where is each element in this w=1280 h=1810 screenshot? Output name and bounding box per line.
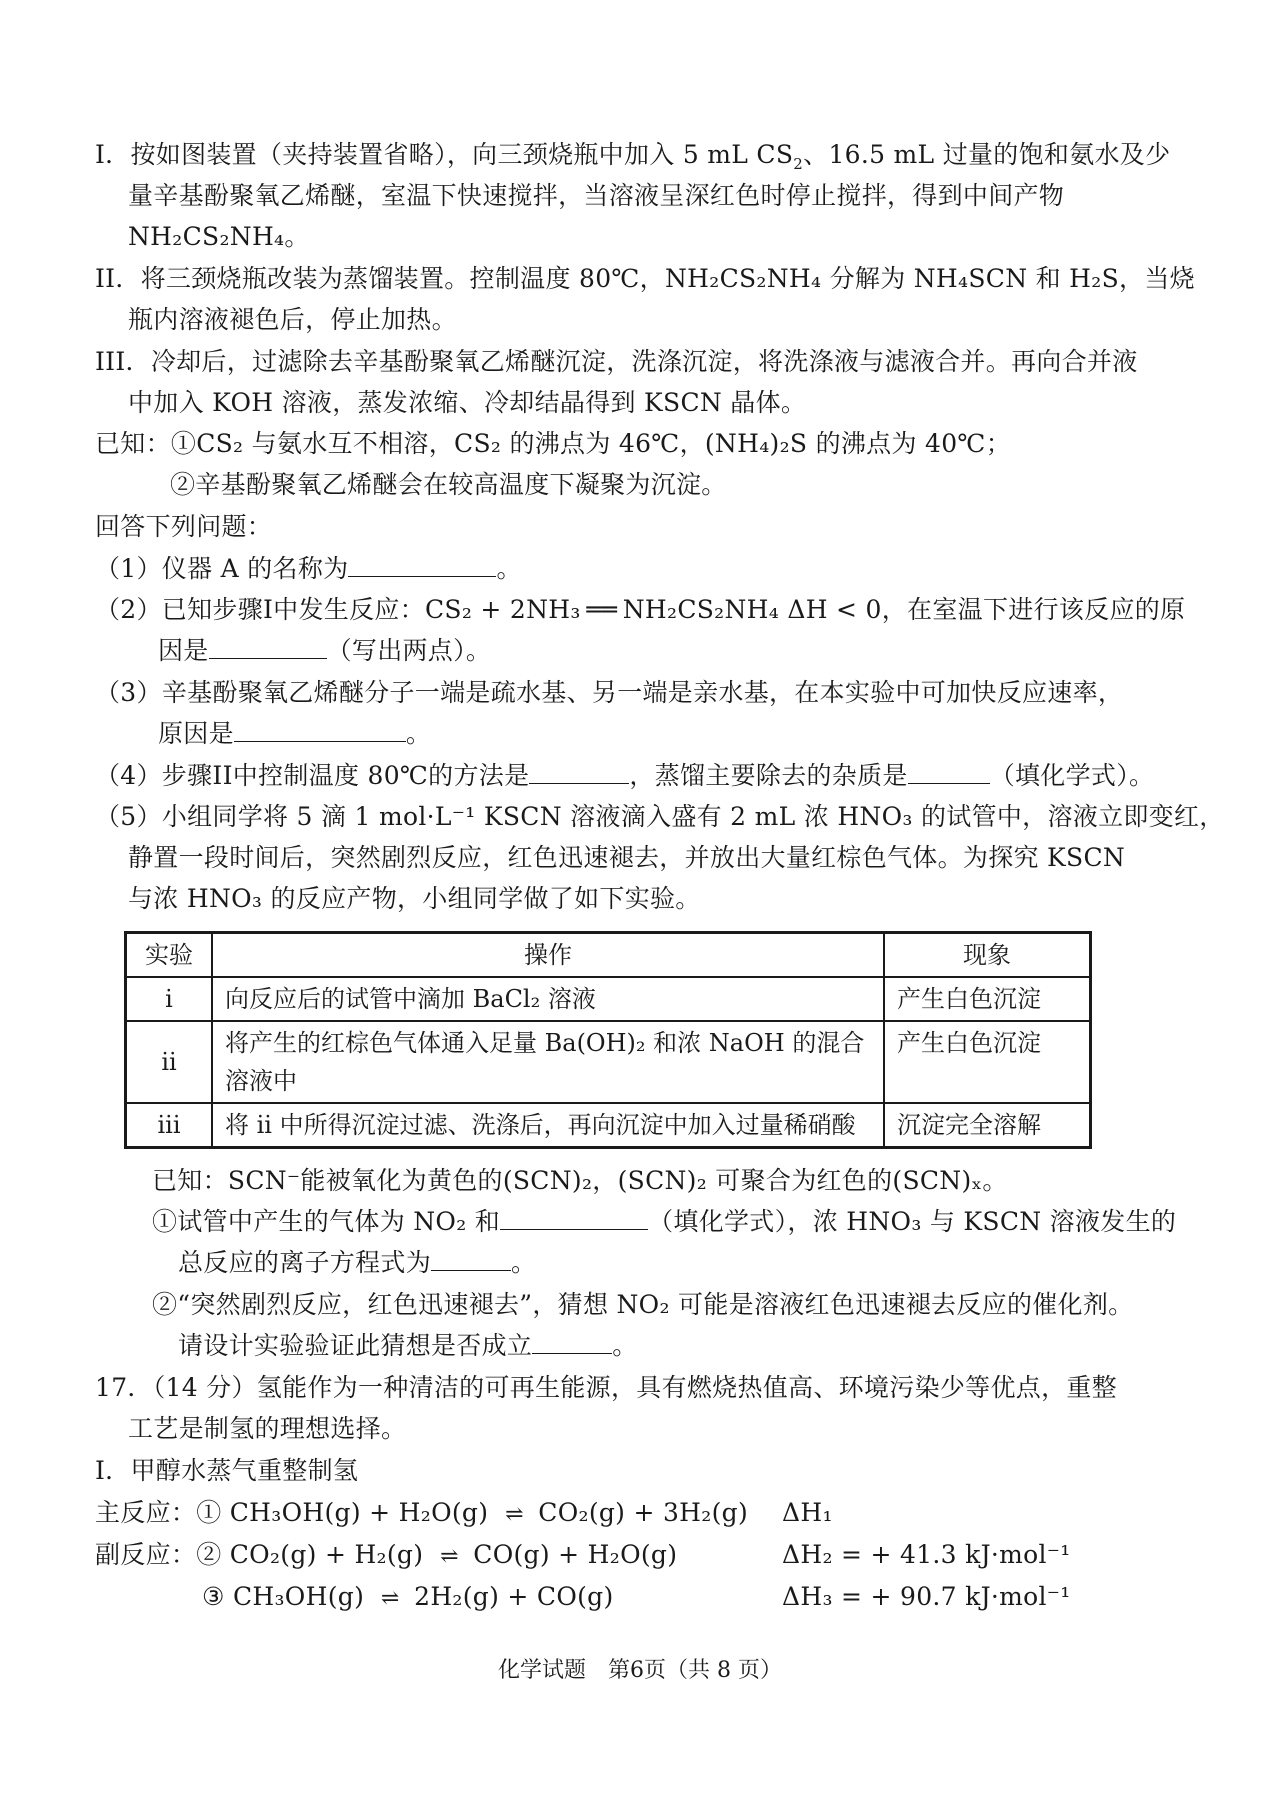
table-cell: 产生白色沉淀: [884, 977, 1091, 1021]
reversible-arrow-icon: ⇌: [380, 1586, 398, 1611]
question-3-line2: 原因是 。: [158, 719, 432, 748]
answer-blank[interactable]: [529, 759, 629, 784]
table-row: [126, 1103, 1091, 1148]
question-5-line3: 与浓 HNO₃ 的反应产物，小组同学做了如下实验。: [128, 884, 701, 913]
question-17-line2: 工艺是制氢的理想选择。: [128, 1414, 407, 1443]
enthalpy-2: ΔH₂ = + 41.3 kJ·mol⁻¹: [782, 1540, 1071, 1569]
question-2-line1: （2）已知步骤I中发生反应：CS₂ + 2NH₃ ══ NH₂CS₂NH₄ ΔH < 0，在室温下进行该反应的原: [95, 593, 1185, 627]
table-cell: i: [126, 977, 213, 1021]
table-cell: 向反应后的试管中滴加 BaCl₂ 溶液: [212, 977, 884, 1021]
answer-blank[interactable]: [234, 717, 406, 742]
subquestion-1-line1: ①试管中产生的气体为 NO₂ 和 （填化学式），浓 HNO₃ 与 KSCN 溶液发生的: [152, 1207, 1177, 1236]
table-cell: 将产生的红棕色气体通入足量 Ba(OH)₂ 和浓 NaOH 的混合溶液中: [212, 1021, 884, 1103]
answer-blank[interactable]: [532, 1329, 612, 1354]
question-5-line2: 静置一段时间后，突然剧烈反应，红色迅速褪去，并放出大量红棕色气体。为探究 KSCN: [128, 843, 1126, 872]
main-reaction: 主反应：① CH₃OH(g) + H₂O(g) ⇌ CO₂(g) + 3H₂(g): [95, 1496, 748, 1532]
subquestion-2-line2: 请设计实验验证此猜想是否成立 。: [178, 1331, 638, 1360]
answer-blank[interactable]: [908, 759, 990, 784]
question-4: （4）步骤II中控制温度 80℃的方法是 ，蒸馏主要除去的杂质是 （填化学式）。: [95, 761, 1155, 790]
experiment-table: [124, 931, 1092, 1149]
equals-sign: ══: [586, 595, 618, 624]
table-cell: iii: [126, 1103, 213, 1148]
step3-line1: III．冷却后，过滤除去辛基酚聚氧乙烯醚沉淀，洗涤沉淀，将洗涤液与滤液合并。再向合并液: [95, 347, 1138, 376]
reversible-arrow-icon: ⇌: [440, 1544, 457, 1569]
page-footer: 化学试题 第6页（共 8 页）: [498, 1658, 782, 1683]
question-1: （1）仪器 A 的名称为 。: [95, 554, 522, 583]
enthalpy-1: ΔH₁: [782, 1498, 833, 1527]
question-17-line1: 17．（14 分）氢能作为一种清洁的可再生能源，具有燃烧热值高、环境污染少等优点，重整: [95, 1373, 1117, 1402]
answer-blank[interactable]: [209, 634, 327, 659]
question-3-line1: （3）辛基酚聚氧乙烯醚分子一端是疏水基、另一端是亲水基，在本实验中可加快反应速率，: [95, 678, 1124, 707]
table-cell: 沉淀完全溶解: [884, 1103, 1091, 1148]
step3-line2: 中加入 KOH 溶液，蒸发浓缩、冷却结晶得到 KSCN 晶体。: [128, 388, 807, 417]
table-cell: ii: [126, 1021, 213, 1103]
step2-line1: II．将三颈烧瓶改装为蒸馏装置。控制温度 80℃，NH₂CS₂NH₄ 分解为 NH₄SCN 和 H₂S，当烧: [95, 264, 1195, 293]
side-reaction-3: ③ CH₃OH(g) ⇌ 2H₂(g) + CO(g): [202, 1580, 614, 1616]
reversible-arrow-icon: ⇌: [505, 1502, 522, 1527]
table-row: [126, 1021, 1091, 1103]
table-cell: 产生白色沉淀: [884, 1021, 1091, 1103]
known-note-2: ②辛基酚聚氧乙烯醚会在较高温度下凝聚为沉淀。: [170, 470, 727, 499]
answer-blank[interactable]: [348, 552, 496, 577]
table-header: 实验: [126, 933, 213, 978]
question-2-line2: 因是 （写出两点）。: [158, 636, 492, 665]
question-5-line1: （5）小组同学将 5 滴 1 mol·L⁻¹ KSCN 溶液滴入盛有 2 mL 浓 HNO₃ 的试管中，溶液立即变红，: [95, 802, 1225, 831]
section-heading: I．甲醇水蒸气重整制氢: [95, 1456, 359, 1485]
known-note-3: 已知：SCN⁻能被氧化为黄色的(SCN)₂，(SCN)₂ 可聚合为红色的(SCN)ₓ。: [152, 1166, 1008, 1195]
enthalpy-3: ΔH₃ = + 90.7 kJ·mol⁻¹: [782, 1582, 1071, 1611]
answer-heading: 回答下列问题：: [95, 512, 273, 541]
table-header: 操作: [212, 933, 884, 978]
step1-line2: 量辛基酚聚氧乙烯醚，室温下快速搅拌，当溶液呈深红色时停止搅拌，得到中间产物: [128, 181, 1065, 210]
table-header: 现象: [884, 933, 1091, 978]
table-cell: 将 ii 中所得沉淀过滤、洗涤后，再向沉淀中加入过量稀硝酸: [212, 1103, 884, 1148]
subquestion-2-line1: ②“突然剧烈反应，红色迅速褪去”，猜想 NO₂ 可能是溶液红色迅速褪去反应的催化剂。: [152, 1290, 1134, 1319]
table-row: [126, 977, 1091, 1021]
subquestion-1-line2: 总反应的离子方程式为 。: [178, 1248, 537, 1277]
table-header-row: [126, 933, 1091, 978]
known-note-1: 已知：①CS₂ 与氨水互不相溶，CS₂ 的沸点为 46℃，(NH₄)₂S 的沸点为 40℃；: [95, 429, 1011, 458]
side-reaction-2: 副反应：② CO₂(g) + H₂(g) ⇌ CO(g) + H₂O(g): [95, 1538, 677, 1574]
answer-blank[interactable]: [431, 1246, 511, 1271]
step2-line2: 瓶内溶液褪色后，停止加热。: [128, 305, 457, 334]
answer-blank[interactable]: [500, 1205, 648, 1230]
step1-line1: I．按如图装置（夹持装置省略），向三颈烧瓶中加入 5 mL $CS_2$、16.5 mL 过量的饱和氨水及少: [95, 140, 1171, 173]
step1-line3: NH₂CS₂NH₄。: [128, 222, 310, 251]
